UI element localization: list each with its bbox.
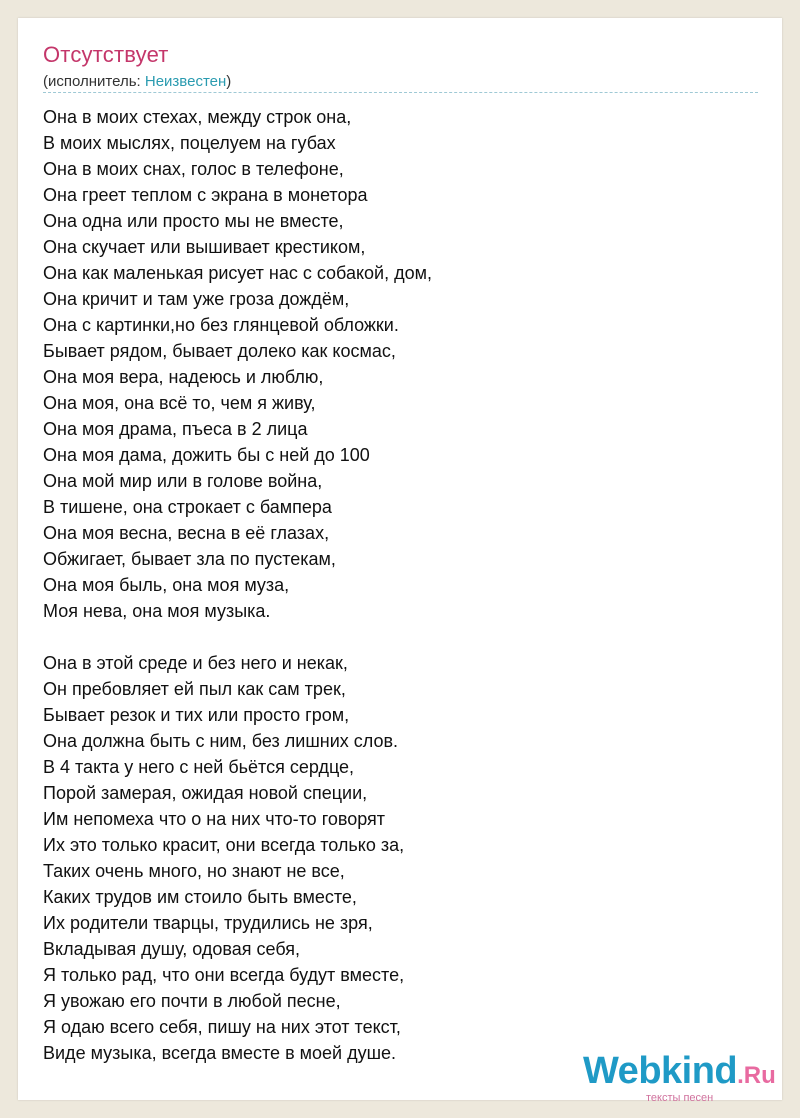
lyric-line: Обжигает, бывает зла по пустекам, <box>43 549 336 569</box>
lyric-line: В 4 такта у него с ней бьётся сердце, <box>43 757 355 777</box>
artist-suffix: ) <box>226 73 232 90</box>
lyric-line: Виде музыка, всегда вместе в моей душе. <box>43 1043 397 1063</box>
lyric-line: Я одаю всего себя, пишу на них этот текст, <box>43 1017 401 1037</box>
lyric-line: Каких трудов им стоило быть вместе, <box>43 887 357 907</box>
lyric-line: Она мой мир или в голове война, <box>43 471 323 491</box>
logo-tld: .Ru <box>737 1062 776 1089</box>
lyric-line: Их родители тварцы, трудились не зря, <box>43 913 373 933</box>
logo-brand: Webkind <box>583 1050 738 1092</box>
lyric-line: Она моя дама, дожить бы с ней до 100 <box>43 445 370 465</box>
lyric-line: В тишене, она строкает с бампера <box>43 497 332 517</box>
divider <box>43 92 758 93</box>
lyric-line: Таких очень много, но знают не все, <box>43 861 345 881</box>
lyric-line: Она моя быль, она моя муза, <box>43 575 290 595</box>
lyric-line: Вкладывая душу, одовая себя, <box>43 939 301 959</box>
lyric-line: Моя нева, она моя музыка. <box>43 601 271 621</box>
lyrics-body <box>43 104 432 1092</box>
artist-link[interactable]: Неизвестен <box>144 73 227 90</box>
lyric-line: Она в этой среде и без него и некак, <box>43 653 348 673</box>
lyrics-stanza-1 <box>43 104 432 624</box>
song-title: Отсутствует <box>43 42 169 67</box>
logo-tagline: тексты песен <box>646 1092 714 1104</box>
lyric-line: Она моя вера, надеюсь и люблю, <box>43 367 324 387</box>
lyric-line: Она моя весна, весна в её глазах, <box>43 523 330 543</box>
lyric-line: Она кричит и там уже гроза дождём, <box>43 289 350 309</box>
lyric-line: Она должна быть с ним, без лишних слов. <box>43 731 399 751</box>
lyric-line: Порой замерая, ожидая новой специи, <box>43 783 368 803</box>
lyric-line: Она скучает или вышивает крестиком, <box>43 237 366 257</box>
lyric-line: Она с картинки,но без глянцевой обложки. <box>43 315 399 335</box>
site-logo[interactable] <box>583 1050 776 1104</box>
lyric-line: Она одна или просто мы не вместе, <box>43 211 344 231</box>
lyric-line: Бывает рядом, бывает долеко как космас, <box>43 341 396 361</box>
lyric-line: Она в моих снах, голос в телефоне, <box>43 159 344 179</box>
lyric-line: Она в моих стехах, между строк она, <box>43 107 352 127</box>
lyric-line: Она греет теплом с экрана в монетора <box>43 185 368 205</box>
artist-line <box>43 73 231 90</box>
lyric-line: Она как маленькая рисует нас с собакой, дом, <box>43 263 432 283</box>
lyric-line: Им непомеха что о на них что-то говорят <box>43 809 386 829</box>
lyric-line: Она моя, она всё то, чем я живу, <box>43 393 316 413</box>
lyric-line: Их это только красит, они всегда только за, <box>43 835 405 855</box>
lyrics-stanza-2 <box>43 650 432 1066</box>
lyric-line: Бывает резок и тих или просто гром, <box>43 705 350 725</box>
lyric-line: Я только рад, что они всегда будут вместе, <box>43 965 405 985</box>
artist-prefix: (исполнитель: <box>43 73 145 90</box>
lyric-line: Она моя драма, пъеса в 2 лица <box>43 419 308 439</box>
lyric-line: Он пребовляет ей пыл как сам трек, <box>43 679 346 699</box>
lyric-line: Я увожаю его почти в любой песне, <box>43 991 341 1011</box>
lyric-line: В моих мыслях, поцелуем на губах <box>43 133 336 153</box>
